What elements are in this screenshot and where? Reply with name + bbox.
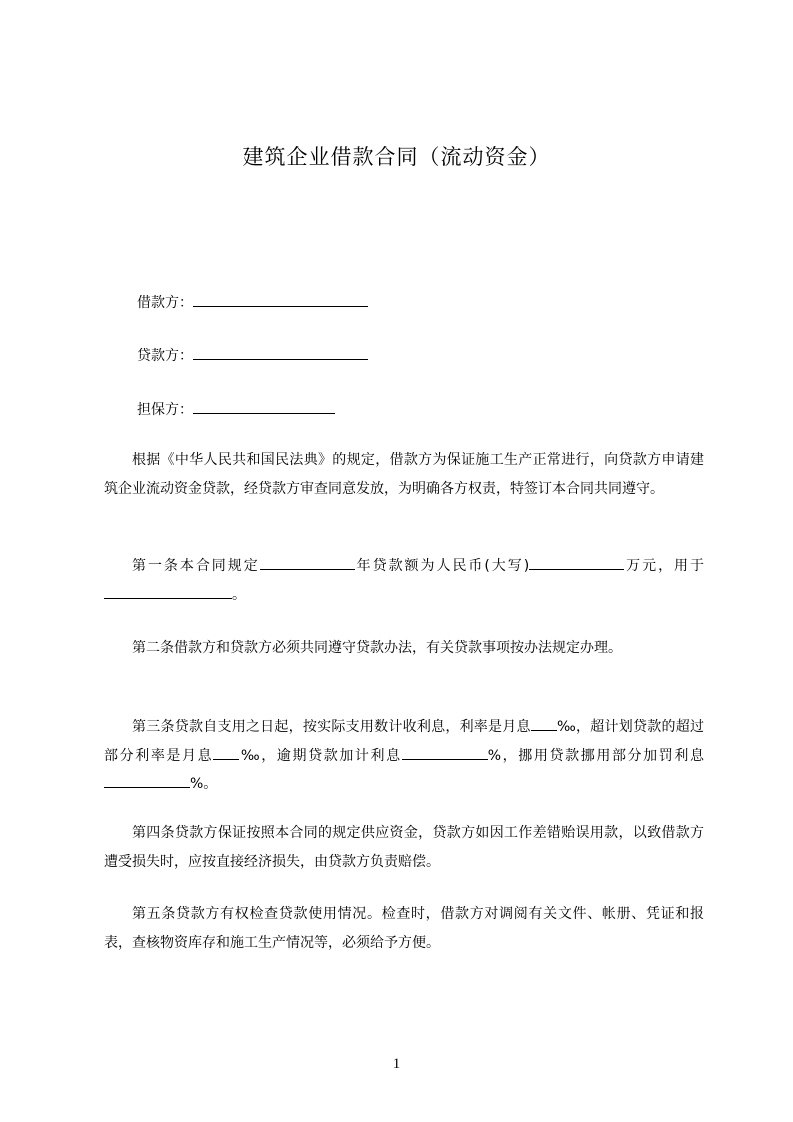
- article-3-text-c: ‰，逾期贷款加计利息: [239, 747, 402, 764]
- preamble-paragraph: 根据《中华人民共和国民法典》的规定，借款方为保证施工生产正常进行，向贷款方申请建筑企业流动资金贷款，经贷款方审查同意发放，为明确各方权责，特签订本合同共同遵守。: [104, 452, 704, 497]
- borrower-blank: [193, 292, 368, 307]
- article-3-penalty-blank: [104, 773, 190, 788]
- lender-blank: [193, 345, 368, 360]
- article-5: 第五条贷款方有权检查贷款使用情况。检查时，借款方对调阅有关文件、帐册、凭证和报表，查核物资库存和施工生产情况等，必须给予方便。: [104, 906, 704, 951]
- article-1-text-c: 万元，用于: [624, 558, 704, 574]
- article-2: 第二条借款方和贷款方必须共同遵守贷款办法，有关贷款事项按办法规定办理。: [132, 640, 622, 656]
- article-1-text-d: 。: [232, 586, 246, 603]
- article-3-text-d: %，挪用贷款挪用部分加罚利息: [487, 747, 704, 764]
- article-3-excess-rate-blank: [213, 745, 239, 760]
- article-3-text-e: %。: [190, 776, 218, 792]
- article-1-purpose-blank: [104, 584, 232, 599]
- article-1-text-a: 第一条本合同规定: [132, 558, 260, 574]
- article-1-text-b: 年贷款额为人民币(大写): [354, 558, 530, 574]
- article-3-text-b: ‰，超计划贷款的超过部分利率是月息: [104, 719, 704, 764]
- article-1: [104, 552, 704, 609]
- guarantor-line: [137, 399, 335, 420]
- borrower-line: [137, 292, 368, 313]
- lender-label: 贷款方：: [137, 348, 193, 364]
- article-1-year-blank: [260, 555, 355, 570]
- guarantor-blank: [193, 399, 335, 414]
- article-4: 第四条贷款方保证按照本合同的规定供应资金，贷款方如因工作差错贻误用款，以致借款方遭受损失时，应按直接经济损失，由贷款方负责赔偿。: [104, 825, 704, 870]
- guarantor-label: 担保方：: [137, 402, 193, 418]
- article-1-amount-blank: [529, 555, 624, 570]
- document-title: 建筑企业借款合同（流动资金）: [242, 145, 551, 169]
- article-3-rate-blank: [531, 716, 557, 731]
- article-3-text-a: 第三条贷款自支用之日起，按实际支用数计收利息，利率是月息: [132, 719, 531, 735]
- article-3: [104, 713, 704, 799]
- lender-line: [137, 345, 368, 366]
- page-number: 1: [392, 1056, 401, 1072]
- article-3-overdue-blank: [402, 745, 488, 760]
- borrower-label: 借款方：: [137, 295, 193, 311]
